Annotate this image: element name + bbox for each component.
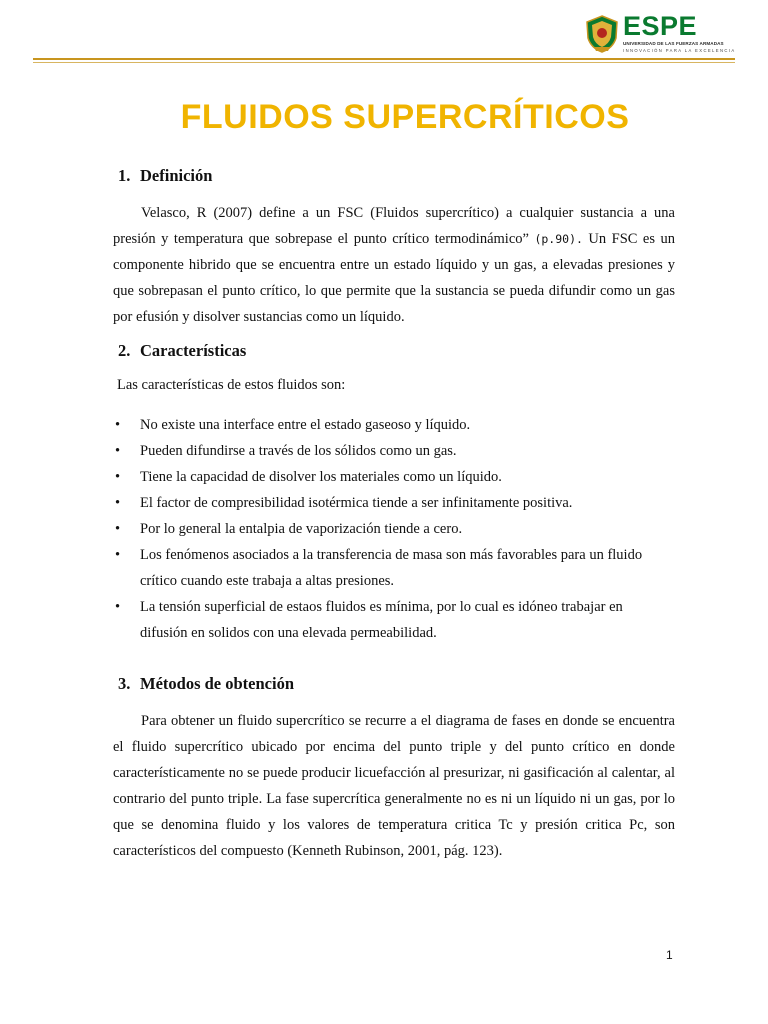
page-title: FLUIDOS SUPERCRÍTICOS [180, 98, 630, 136]
header-divider [33, 58, 735, 60]
section-heading-caracteristicas [118, 341, 246, 361]
bullet-icon: • [115, 495, 121, 511]
university-seal-icon [583, 14, 621, 54]
list-item: • Por lo general la entalpia de vaporización tiende a cero. [113, 516, 673, 542]
section-number: 2. [118, 341, 131, 360]
list-item: • Tiene la capacidad de disolver los materiales como un líquido. [113, 464, 673, 490]
list-item: • Pueden difundirse a través de los sólidos como un gas. [113, 438, 673, 464]
section-number: 3. [118, 674, 131, 693]
bullet-icon: • [115, 469, 121, 485]
university-logo [583, 11, 736, 56]
section-number: 1. [118, 166, 131, 185]
list-item: • La tensión superficial de estaos fluidos es mínima, por lo cual es idóneo trabajar en difusión en solidos con una elevada permeabilidad. [113, 594, 673, 646]
section-heading-definicion [118, 166, 212, 186]
methods-paragraph: Para obtener un fluido supercrítico se recurre a el diagrama de fases en donde se encuentra el fluido supercrítico ubicado por encima del punto triple y del punto crítico en donde característicamente no se puede producir licuefacción al presurizar, ni gasificación al calentar, al contrario del punto triple. La fase supercrítica generalmente no es ni un líquido ni un gas, por lo que se denomina fluido y los valores de temperatura critica Tc y presión critica Pc, son característicos del compuesto (Kenneth Rubinson, 2001, pág. 123). [113, 713, 675, 859]
characteristics-list [113, 412, 673, 646]
section-title: Definición [140, 166, 213, 185]
bullet-icon: • [115, 521, 121, 537]
page-number: 1 [666, 948, 673, 962]
list-item: • Los fenómenos asociados a la transferencia de masa son más favorables para un fluido crítico cuando este trabaja a altas presiones. [113, 542, 673, 594]
list-item: • No existe una interface entre el estado gaseoso y líquido. [113, 412, 673, 438]
definition-paragraph: Velasco, R (2007) define a un FSC (Fluidos supercrítico) a cualquier sustancia a una presión y temperatura que sobrepase el punto crítico termodinámico” (p.90). Un FSC es un componente hibrido que se encuentra entre un estado líquido y un gas, a elevadas presiones y que sobrepasan el punto crítico, lo que permite que la sustancia se pueda difundir como un gas por efusión y disolver sustancias como un líquido. [113, 205, 675, 325]
bullet-icon: • [115, 599, 121, 615]
bullet-icon: • [115, 417, 121, 433]
citation: (p.90). [534, 232, 583, 246]
bullet-icon: • [115, 547, 121, 563]
section-title: Características [140, 341, 247, 360]
section-heading-metodos [118, 674, 294, 694]
logo-tagline: INNOVACIÓN PARA LA EXCELENCIA [623, 48, 736, 53]
section-title: Métodos de obtención [140, 674, 294, 693]
logo-wordmark: ESPE [623, 11, 698, 41]
list-item: • El factor de compresibilidad isotérmica tiende a ser infinitamente positiva. [113, 490, 673, 516]
characteristics-intro: Las características de estos fluidos son: [117, 377, 346, 393]
logo-subtitle: UNIVERSIDAD DE LAS FUERZAS ARMADAS [623, 41, 724, 46]
bullet-icon: • [115, 443, 121, 459]
header-divider-thin [33, 62, 735, 63]
